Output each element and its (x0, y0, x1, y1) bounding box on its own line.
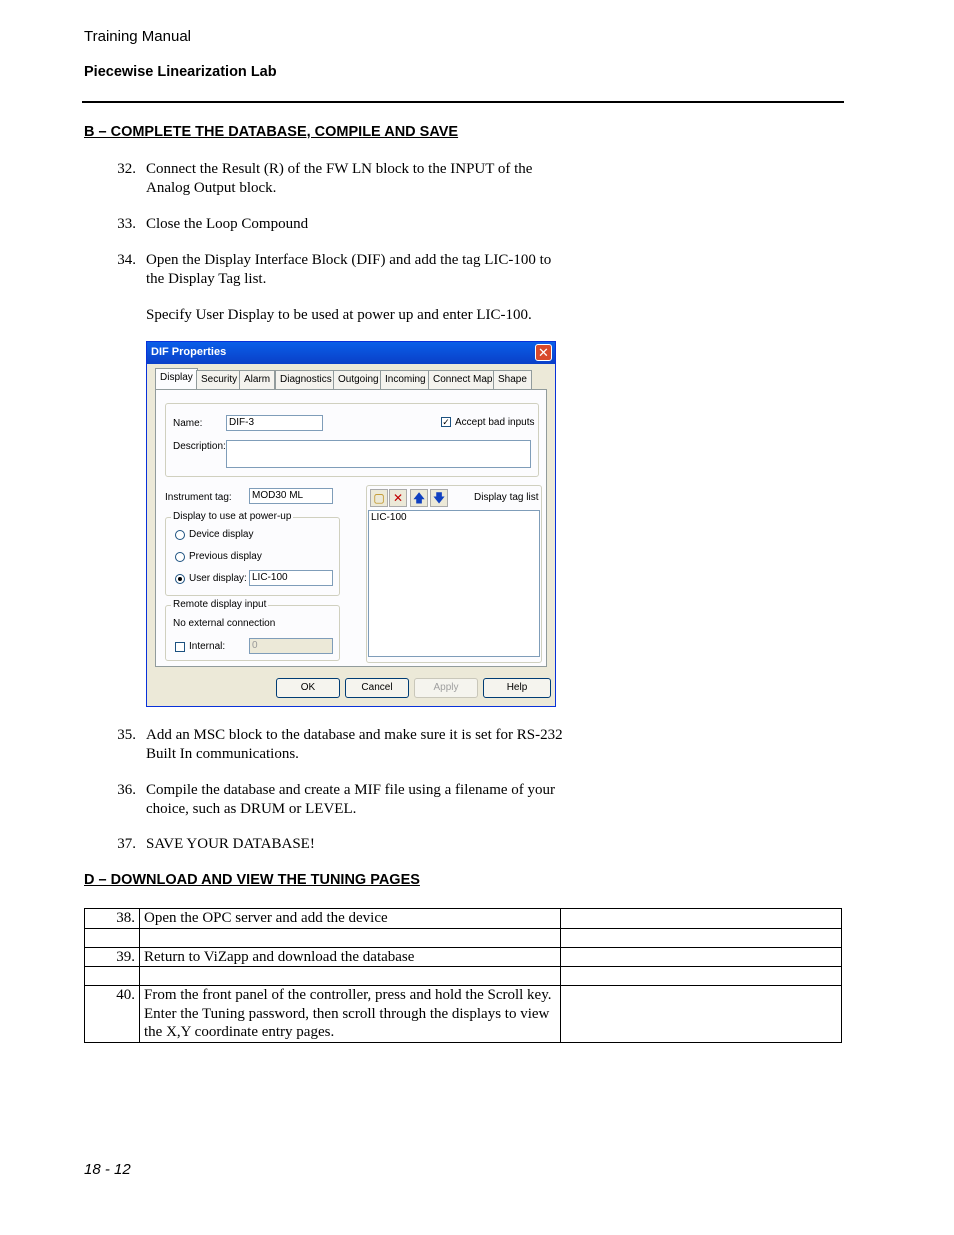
no-external-connection-text: No external connection (173, 618, 276, 629)
lab-title: Piecewise Linearization Lab (84, 64, 277, 80)
internal-checkbox[interactable] (175, 642, 185, 652)
step-number: 36. (117, 782, 136, 798)
step-text-cell: From the front panel of the controller, press and hold the Scroll key. Enter the Tuning password, then scroll through the displays to view the X,Y coordinate entry pages. (140, 986, 561, 1043)
name-label: Name: (173, 418, 203, 429)
name-field[interactable]: DIF-3 (226, 415, 323, 431)
display-tag-list-group (366, 485, 542, 663)
tab-incoming[interactable]: Incoming (380, 370, 431, 389)
tag-list-item[interactable]: LIC-100 (371, 512, 407, 523)
step-number-cell: 40. (85, 986, 140, 1043)
step-text-cell: Return to ViZapp and download the database (140, 947, 561, 967)
new-icon[interactable]: ▢ (370, 489, 388, 507)
table-row (85, 986, 842, 1043)
tab-connect-map[interactable]: Connect Map (428, 370, 497, 389)
display-tag-list-label: Display tag list (474, 492, 539, 503)
dif-properties-dialog (146, 341, 556, 707)
step-number: 32. (117, 161, 136, 177)
step-note-cell (561, 928, 842, 947)
step-number-cell: 39. (85, 947, 140, 967)
table-row (85, 967, 842, 986)
step-number: 33. (117, 216, 136, 232)
step-text: Compile the database and create a MIF file using a filename of your choice, such as DRUM or LEVEL. (146, 782, 556, 817)
close-icon[interactable]: ✕ (535, 344, 552, 361)
step-number: 34. (117, 252, 136, 268)
tag-list-toolbar (370, 489, 460, 507)
step-text: Open the Display Interface Block (DIF) and add the tag LIC-100 to the Display Tag list. (146, 252, 552, 287)
step-note-cell (561, 967, 842, 986)
tab-alarm[interactable]: Alarm (239, 370, 275, 389)
table-row (85, 947, 842, 967)
device-display-radio[interactable] (175, 530, 185, 540)
identity-group (165, 403, 539, 477)
accept-bad-inputs-checkbox[interactable]: ✓ (442, 417, 450, 427)
tab-security[interactable]: Security (196, 370, 242, 389)
power-up-group-label: Display to use at power-up (173, 511, 292, 522)
section-b-heading: B – COMPLETE THE DATABASE, COMPILE AND SAVE (84, 124, 459, 140)
help-button[interactable]: Help (483, 678, 551, 698)
previous-display-radio[interactable] (175, 552, 185, 562)
step-number-cell (85, 928, 140, 947)
header-rule (82, 101, 844, 103)
move-up-icon[interactable]: 🡅 (410, 489, 428, 507)
table-row (85, 928, 842, 947)
step-number-cell (85, 967, 140, 986)
dialog-titlebar (147, 342, 555, 364)
step-note-cell (561, 909, 842, 929)
accept-bad-inputs-label: Accept bad inputs (455, 417, 535, 428)
apply-button[interactable]: Apply (414, 678, 478, 698)
step-text: SAVE YOUR DATABASE! (146, 836, 315, 852)
step-number: 37. (117, 836, 136, 852)
device-display-label: Device display (189, 529, 254, 540)
ok-button[interactable]: OK (276, 678, 340, 698)
step-number: 35. (117, 727, 136, 743)
table-row (85, 909, 842, 929)
user-display-label: User display: (189, 573, 247, 584)
user-display-field[interactable]: LIC-100 (249, 570, 333, 586)
move-down-icon[interactable]: 🡇 (430, 489, 448, 507)
instrument-tag-label: Instrument tag: (165, 492, 232, 503)
step-note-cell (561, 947, 842, 967)
description-field[interactable] (226, 440, 531, 468)
description-label: Description: (173, 441, 226, 452)
tab-display[interactable]: Display (155, 368, 198, 390)
tab-shape[interactable]: Shape (493, 370, 532, 389)
download-steps-table (84, 908, 842, 1043)
previous-display-label: Previous display (189, 551, 262, 562)
step-text: Close the Loop Compound (146, 216, 309, 232)
step-number-cell: 38. (85, 909, 140, 929)
tab-outgoing[interactable]: Outgoing (333, 370, 384, 389)
instrument-tag-field[interactable]: MOD30 ML (249, 488, 333, 504)
internal-label: Internal: (189, 641, 226, 652)
power-up-display-group (165, 511, 340, 596)
cancel-button[interactable]: Cancel (345, 678, 409, 698)
tag-list-box[interactable] (368, 510, 540, 657)
delete-icon[interactable]: ✕ (389, 489, 407, 507)
display-tab-panel (155, 389, 547, 667)
step-text: Connect the Result (R) of the FW LN block to the INPUT of the Analog Output block. (146, 161, 533, 196)
step-text: Add an MSC block to the database and make sure it is set for RS-232 Built In communications. (146, 727, 563, 762)
tab-diagnostics[interactable]: Diagnostics (275, 370, 337, 389)
step-text-cell (140, 967, 561, 986)
user-display-radio[interactable] (175, 574, 185, 584)
remote-display-group (165, 599, 340, 661)
step-text: Specify User Display to be used at power up and enter LIC-100. (146, 307, 532, 323)
remote-group-label: Remote display input (173, 599, 267, 610)
step-note-cell (561, 986, 842, 1043)
section-d-heading: D – DOWNLOAD AND VIEW THE TUNING PAGES (84, 872, 420, 888)
step-text-cell (140, 928, 561, 947)
page-number: 18 - 12 (84, 1161, 131, 1178)
step-text-cell: Open the OPC server and add the device (140, 909, 561, 929)
dialog-title: DIF Properties (151, 346, 227, 358)
manual-title: Training Manual (84, 28, 191, 45)
internal-field[interactable]: 0 (249, 638, 333, 654)
